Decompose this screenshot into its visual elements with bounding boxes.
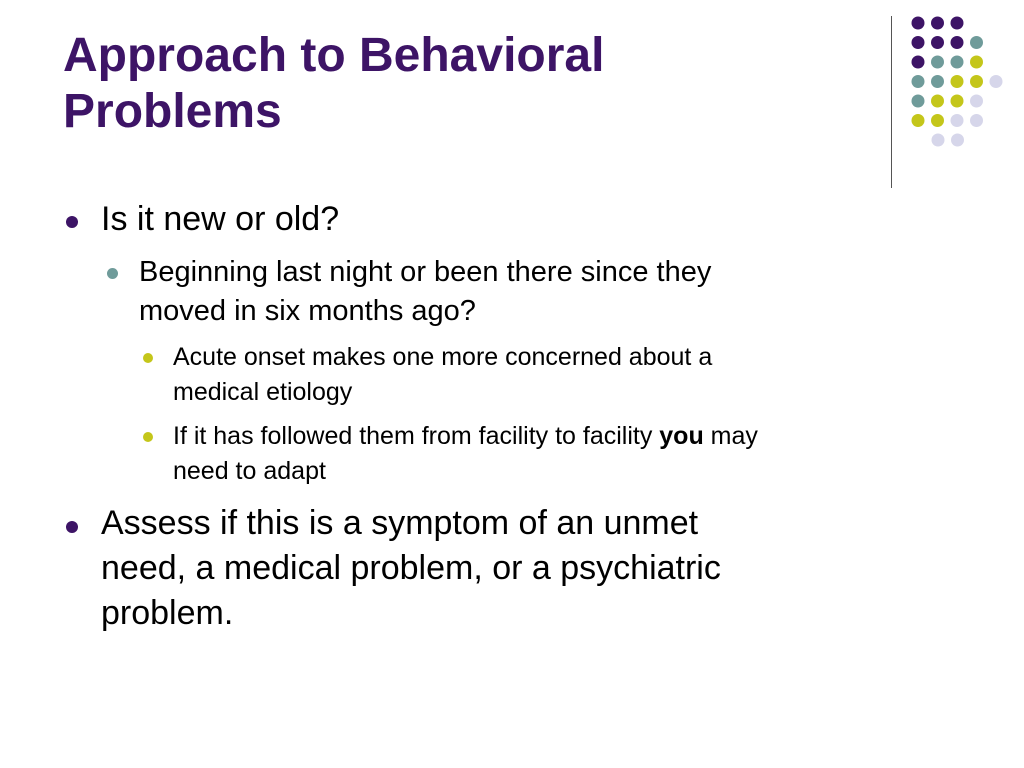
bullet-level-2-dot [107, 268, 118, 279]
slide-title-line-1: Approach to Behavioral [63, 29, 605, 82]
bullet-level-3-text-line-2: need to adapt [173, 457, 326, 485]
bullet-level-2-text-line-2: moved in six months ago? [139, 295, 476, 327]
bullet-level-3-text-line-1: Acute onset makes one more concerned about a [173, 343, 713, 371]
bullet-level-1-dot [66, 216, 78, 228]
bullet-text-regular: may [703, 422, 758, 450]
bullet-level-1-text-line-2: need, a medical problem, or a psychiatric [101, 549, 721, 587]
bullet-level-1-dot [66, 521, 78, 533]
bullet-level-3-text-line-2: medical etiology [173, 378, 353, 406]
slide-title-line-2: Problems [63, 85, 282, 138]
bullet-text-regular: If it has followed them from facility to facility [173, 422, 660, 450]
bullet-level-3-dot [143, 432, 153, 442]
bullet-level-1-text-line-3: problem. [101, 594, 234, 632]
bullet-level-1-text: Is it new or old? [101, 200, 340, 238]
bullet-level-1-text-line-1: Assess if this is a symptom of an unmet [101, 504, 699, 542]
bullet-text-emphasis: you [659, 422, 704, 450]
bullet-level-2-text-line-1: Beginning last night or been there since they [139, 256, 712, 288]
bullet-level-3-text-line-1 [173, 419, 953, 453]
bullet-level-3-dot [143, 353, 153, 363]
